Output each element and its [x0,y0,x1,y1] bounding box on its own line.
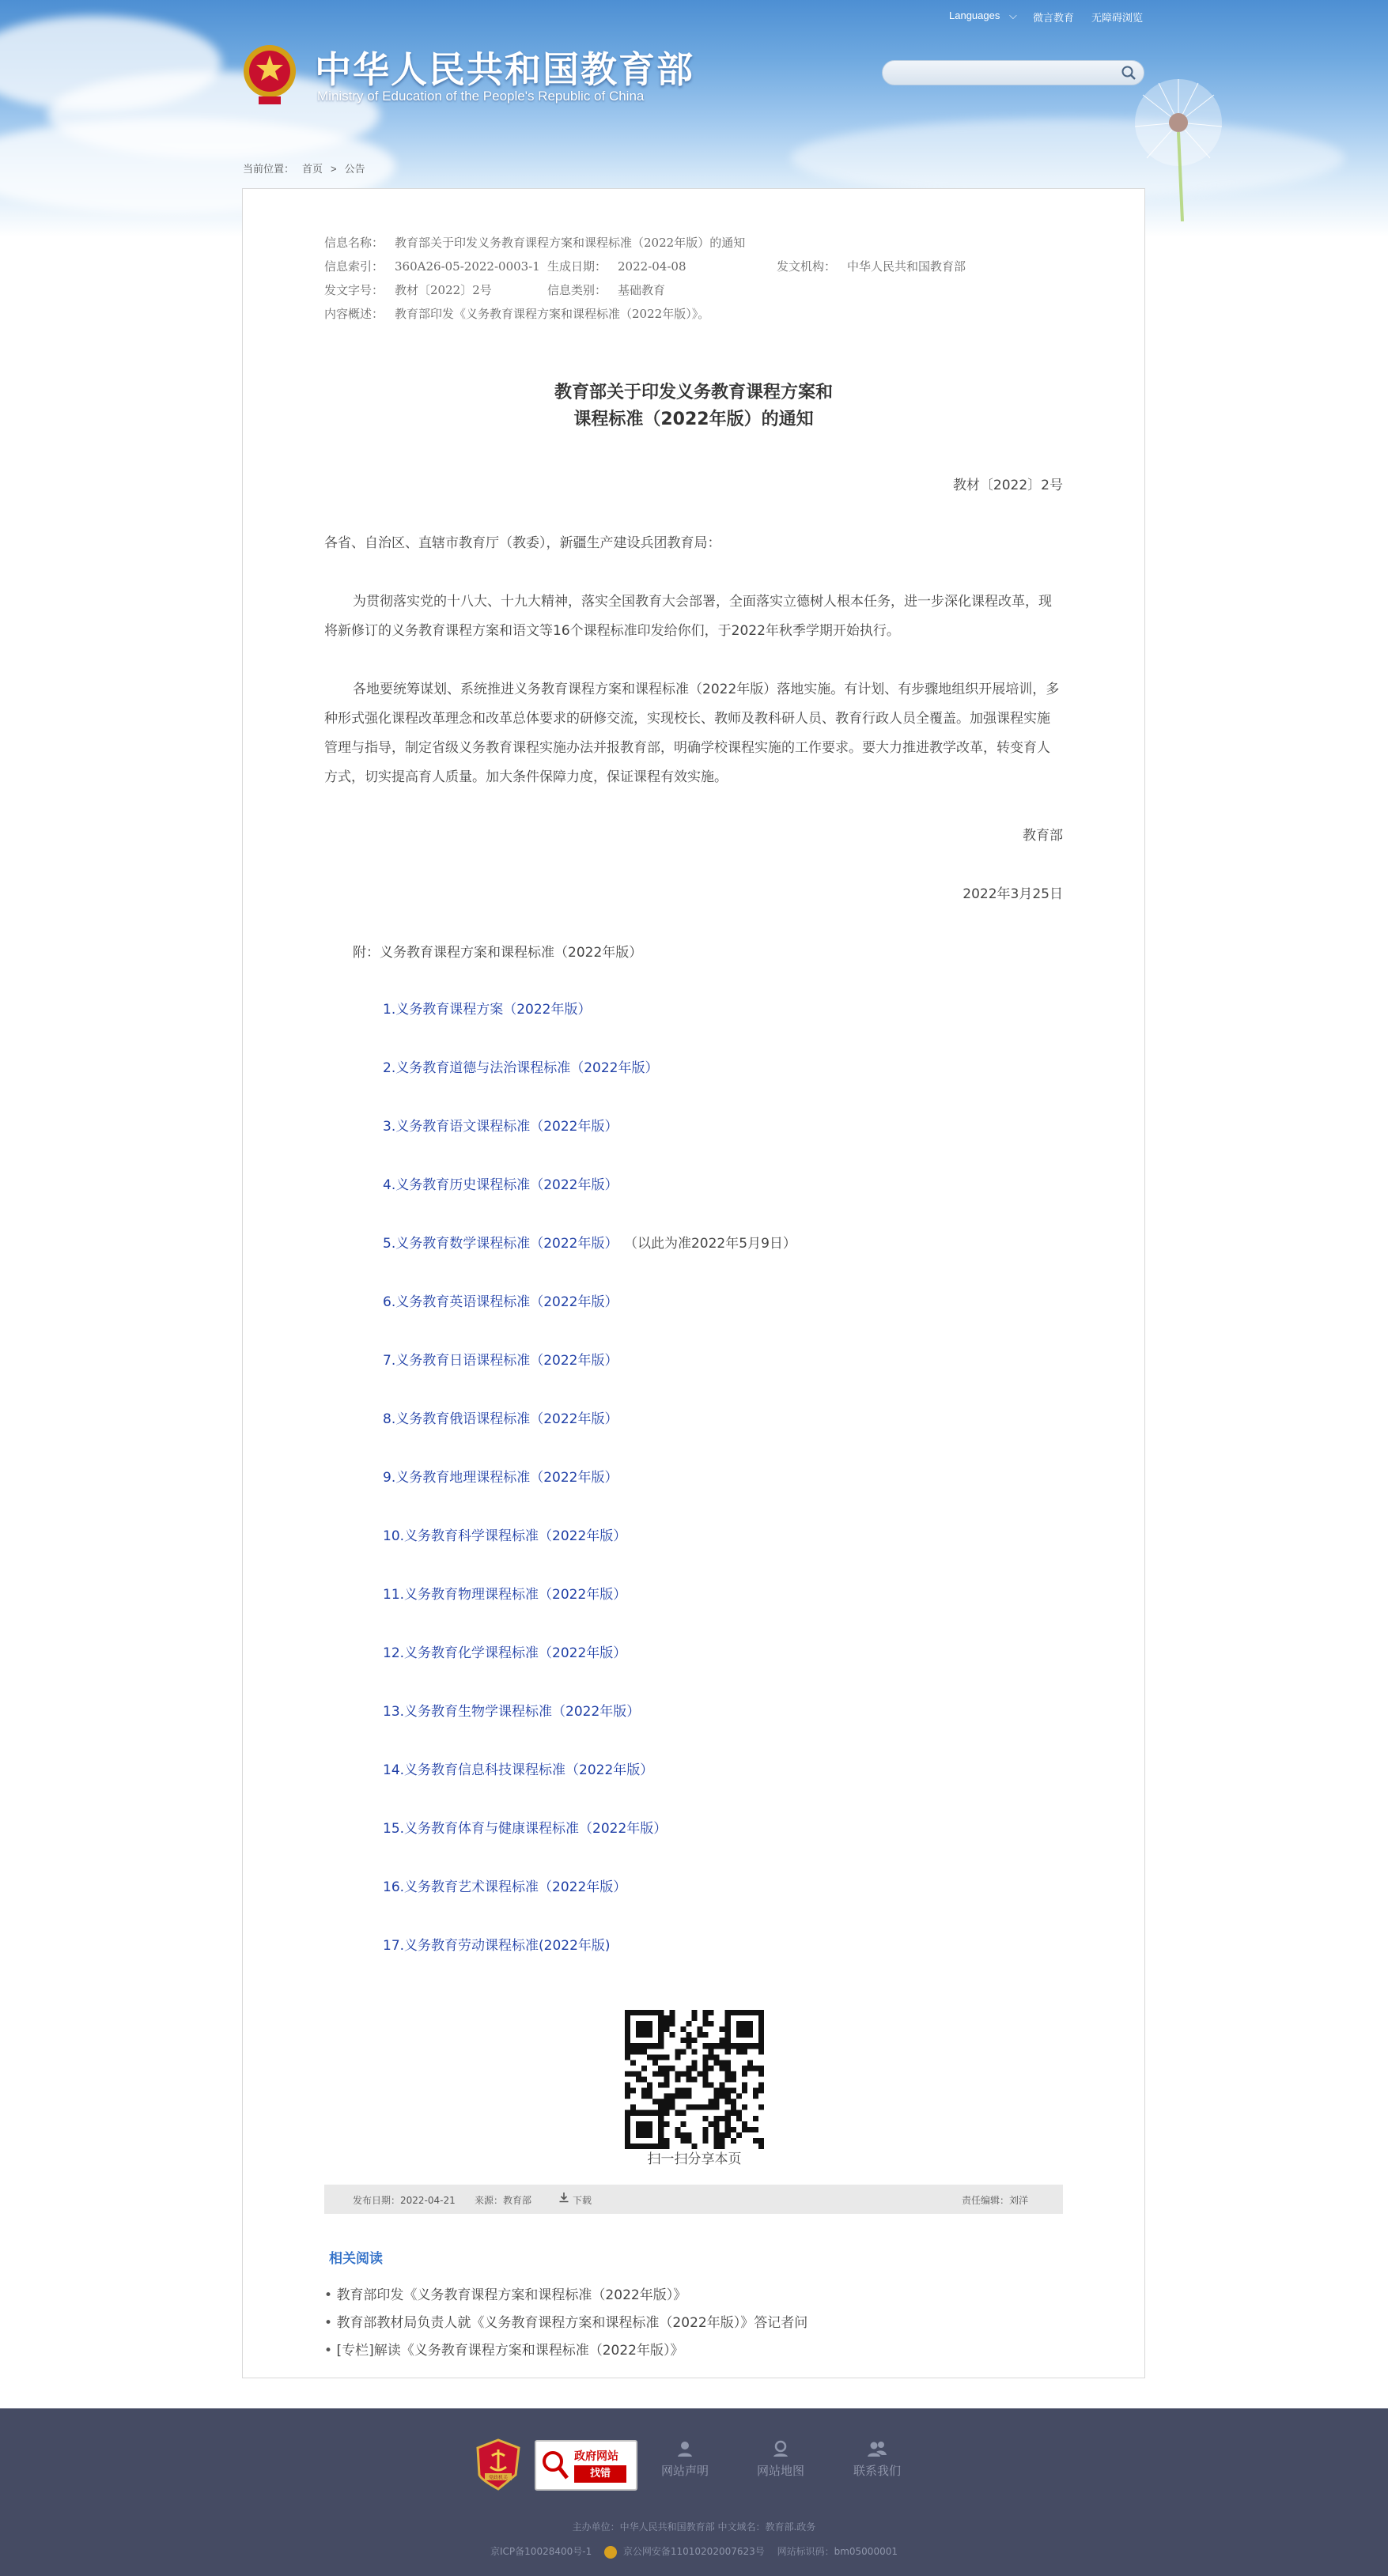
contact-us-link[interactable] [845,2440,909,2479]
attachment-link[interactable]: 9.义务教育地理课程标准（2022年版） [383,1470,618,1486]
footer-registration-line [0,2544,1388,2559]
meta-summary-label: 内容概述： [324,307,384,321]
contacts-icon [867,2440,887,2457]
document-title-line2: 课程标准（2022年版）的通知 [573,410,814,429]
site-title-en: Ministry of Education of the People's Republic of China [317,89,645,104]
attachment-link[interactable]: 17.义务教育劳动课程标准(2022年版) [383,1938,611,1954]
attachment-link[interactable]: 2.义务教育道德与法治课程标准（2022年版） [383,1060,659,1076]
related-link[interactable]: • 教育部教材局负责人就《义务教育课程方案和课程标准（2022年版）》答记者问 [324,2311,807,2331]
meta-org-label: 发文机构： [777,259,837,274]
attachment-link[interactable]: 6.义务教育英语课程标准（2022年版） [383,1294,618,1310]
attachment-link[interactable]: 15.义务教育体育与健康课程标准（2022年版） [383,1821,668,1837]
responsible-editor: 责任编辑：刘洋 [962,2195,1029,2206]
meta-index-value: 360A26-05-2022-0003-1 [395,259,540,274]
download-link[interactable]: 下载 [573,2195,592,2206]
chevron-down-icon: ⌵ [1009,9,1017,21]
document-title-line1: 教育部关于印发义务教育课程方案和 [554,383,833,402]
attachment-link[interactable]: 11.义务教育物理课程标准（2022年版） [383,1587,627,1603]
source: 来源：教育部 [475,2195,532,2206]
attachment-item [383,998,591,1018]
footer-host-line: 主办单位：中华人民共和国教育部 中文域名：教育部.政务 [572,2521,816,2533]
site-identifier: 网站标识码：bm05000001 [777,2546,898,2557]
attachment-label: 附：义务教育课程方案和课程标准（2022年版） [353,945,643,961]
attachment-item [383,1115,618,1135]
meta-index-label: 信息索引： [324,259,384,274]
publish-date: 发布日期：2022-04-21 [353,2195,456,2206]
attachment-item [383,1056,658,1076]
attachment-item [383,1934,611,1954]
paragraph-2: 各地要统筹谋划、系统推进义务教育课程方案和课程标准（2022年版）落地实施。有计划、有步骤地组织开展培训，多种形式强化课程改革理念和改革总体要求的研修交流，实现校长、教师及教科研人员、教育行政人员全覆盖。加强课程实施管理与指导，制定省级义务教育课程实施办法并报教育部，明确学校课程实施的工作要求。要大力推进教学改革，转变育人方式，切实提高育人质量。加大条件保障力度，保证课程有效实施。 [324,682,1060,785]
attachment-item [383,1290,618,1310]
attachment-link[interactable]: 13.义务教育生物学课程标准（2022年版） [383,1704,641,1720]
attachment-note: （以此为准2022年5月9日） [630,1236,796,1252]
cloud-decoration [791,119,1345,198]
map-pin-icon [772,2440,789,2457]
site-statement-label: 网站声明 [660,2464,709,2478]
attachment-link[interactable]: 7.义务教育日语课程标准（2022年版） [383,1353,618,1369]
contact-us-label: 联系我们 [853,2464,901,2478]
attachment-item [383,1583,626,1603]
icp-number[interactable]: 京ICP备10028400号-1 [490,2546,592,2557]
search-input[interactable] [894,64,1110,81]
attachment-link[interactable]: 14.义务教育信息科技课程标准（2022年版） [383,1762,654,1778]
police-emblem-icon [604,2546,617,2559]
person-icon [676,2440,694,2457]
attachment-item [383,1232,796,1252]
site-statement-link[interactable] [653,2440,717,2479]
breadcrumb [243,161,373,176]
breadcrumb-home[interactable]: 首页 [302,163,323,175]
magnifier-icon [541,2449,569,2481]
qr-caption: 扫一扫分享本页 [647,2151,742,2167]
meta-name-value: 教育部关于印发义务教育课程方案和课程标准（2022年版）的通知 [395,236,746,250]
attachment-item [383,1407,618,1427]
site-title-cn[interactable]: 中华人民共和国教育部 [315,48,694,91]
attachment-link[interactable]: 1.义务教育课程方案（2022年版） [383,1002,592,1018]
national-emblem-icon[interactable] [241,41,298,108]
document-title [324,380,1063,433]
attachment-link[interactable]: 16.义务教育艺术课程标准（2022年版） [383,1879,627,1895]
download-icon[interactable] [558,2192,569,2205]
attachment-item [383,1466,618,1486]
meta-category-label: 信息类别： [547,283,607,297]
site-map-label: 网站地图 [756,2464,804,2478]
party-government-badge-icon[interactable] [475,2438,522,2491]
related-link[interactable]: • [专栏]解读《义务教育课程方案和课程标准（2022年版）》 [324,2339,683,2359]
attachment-item [383,1817,667,1837]
document-date: 2022年3月25日 [963,886,1063,902]
languages-link[interactable]: Languages [949,9,1000,21]
public-security-number[interactable]: 京公网安备11010202007623号 [622,2546,765,2557]
attachment-link[interactable]: 12.义务教育化学课程标准（2022年版） [383,1645,627,1661]
attachment-item [383,1875,626,1895]
breadcrumb-label: 当前位置： [243,163,295,175]
meta-org-value: 中华人民共和国教育部 [847,259,966,274]
related-link[interactable]: • 教育部印发《义务教育课程方案和课程标准（2022年版）》 [324,2283,686,2303]
attachment-item [383,1349,618,1369]
article-info-bar [324,2185,1063,2214]
attachment-link[interactable]: 3.义务教育语文课程标准（2022年版） [383,1119,618,1135]
attachment-item [383,1524,626,1544]
badge2-subtitle: 找错 [574,2465,626,2483]
meta-docno-label: 发文字号： [324,283,384,297]
gov-site-error-badge[interactable] [535,2440,637,2491]
weiyan-link[interactable]: 微言教育 [1033,12,1075,24]
meta-name-label: 信息名称： [324,236,384,250]
attachment-link[interactable]: 4.义务教育历史课程标准（2022年版） [383,1177,618,1193]
meta-date-value: 2022-04-08 [618,259,686,274]
badge1-text: 党政机关 [488,2475,509,2481]
breadcrumb-current[interactable]: 公告 [344,163,365,175]
related-reading-title: 相关阅读 [329,2251,383,2267]
attachment-link[interactable]: 8.义务教育俄语课程标准（2022年版） [383,1411,618,1427]
meta-summary-value: 教育部印发《义务教育课程方案和课程标准（2022年版）》。 [395,307,710,321]
attachment-item [383,1700,640,1720]
attachment-item [383,1758,653,1778]
attachment-item [383,1173,618,1193]
paragraph-1: 为贯彻落实党的十八大、十九大精神，落实全国教育大会部署，全面落实立德树人根本任务，进一步深化课程改革，现将新修订的义务教育课程方案和语文等16个课程标准印发给你们，于2022年秋季学期开始执行。 [324,594,1052,639]
document-number: 教材〔2022〕2号 [952,478,1063,493]
accessible-browse-link[interactable]: 无障碍浏览 [1091,12,1144,24]
site-map-link[interactable] [749,2440,812,2479]
attachment-item [383,1641,626,1661]
breadcrumb-separator: > [331,163,337,175]
attachment-link[interactable]: 5.义务教育数学课程标准（2022年版） [383,1236,618,1252]
meta-docno-value: 教材〔2022〕2号 [395,283,492,297]
attachment-link[interactable]: 10.义务教育科学课程标准（2022年版） [383,1528,627,1544]
signature: 教育部 [1023,828,1063,844]
qr-code-icon [625,2010,764,2149]
salutation: 各省、自治区、直辖市教育厅（教委），新疆生产建设兵团教育局： [324,535,721,551]
meta-date-label: 生成日期： [547,259,607,274]
meta-category-value: 基础教育 [618,283,666,297]
site-footer [0,2408,1388,2576]
badge2-title: 政府网站 [574,2450,618,2463]
